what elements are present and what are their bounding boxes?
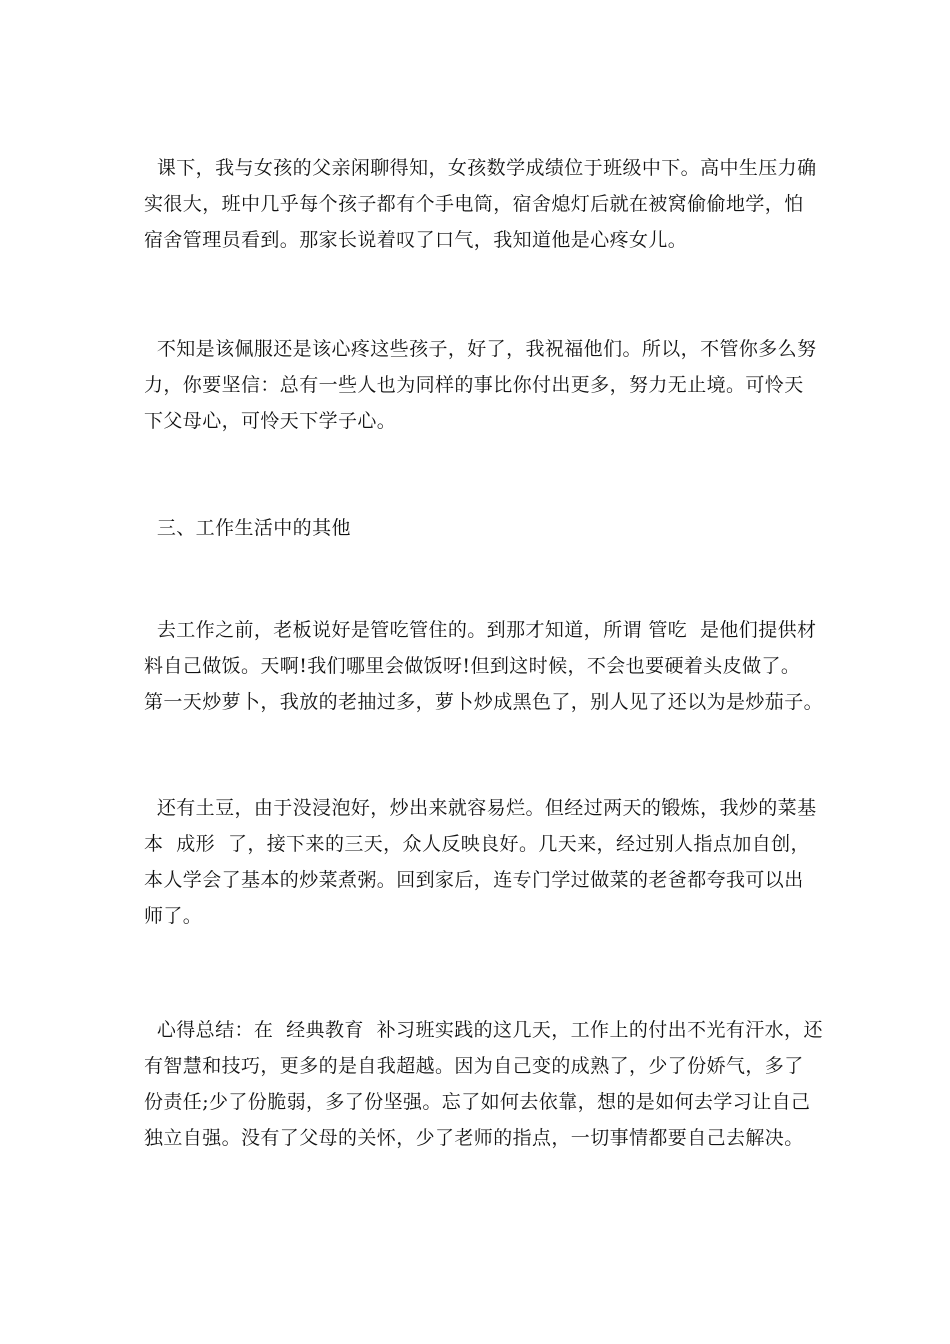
paragraph-admire-children (144, 331, 816, 439)
text-line: 本人学会了基本的炒菜煮粥。回到家后，连专门学过做菜的老爸都夸我可以出 (144, 869, 804, 891)
text-line: 课下，我与女孩的父亲闲聊得知，女孩数学成绩位于班级中下。高中生压力确 (144, 157, 817, 179)
text-line: 第一天炒萝卜，我放的老抽过多，萝卜炒成黑色了，别人见了还以为是炒茄子。 (144, 691, 824, 713)
paragraph-potatoes (144, 790, 816, 934)
text-line: 本 成形 了，接下来的三天，众人反映良好。几天来，经过别人指点加自创， (144, 833, 810, 855)
text-line: 独立自强。没有了父母的关怀，少了老师的指点，一切事情都要自己去解决。 (144, 1127, 804, 1149)
text-line: 份责任;少了份脆弱，多了份坚强。忘了如何去依靠，想的是如何去学习让自己 (144, 1091, 811, 1113)
paragraph-summary (144, 1012, 823, 1156)
text-line: 实很大，班中几乎每个孩子都有个手电筒，宿舍熄灯后就在被窝偷偷地学，怕 (144, 193, 804, 215)
text-line: 心得总结：在 经典教育 补习班实践的这几天，工作上的付出不光有汗水，还 (144, 1019, 823, 1041)
text-line: 师了。 (144, 905, 203, 927)
paragraph-father-conversation (144, 150, 816, 258)
text-line: 力，你要坚信：总有一些人也为同样的事比你付出更多，努力无止境。可怜天 (144, 374, 804, 396)
section-heading (144, 510, 816, 546)
heading-text: 三、工作生活中的其他 (144, 517, 351, 539)
text-line: 下父母心，可怜天下学子心。 (144, 410, 397, 432)
text-line: 还有土豆，由于没浸泡好，炒出来就容易烂。但经过两天的锻炼，我炒的菜基 (144, 797, 817, 819)
text-line: 不知是该佩服还是该心疼这些孩子，好了，我祝福他们。所以，不管你多么努 (144, 338, 817, 360)
text-line: 宿舍管理员看到。那家长说着叹了口气，我知道他是心疼女儿。 (144, 229, 688, 251)
text-line: 去工作之前，老板说好是管吃管住的。到那才知道，所谓 管吃 是他们提供材 (144, 619, 817, 641)
text-line: 料自己做饭。天啊!我们哪里会做饭呀!但到这时候，不会也要硬着头皮做了。 (144, 655, 801, 677)
paragraph-cooking-start (144, 612, 824, 720)
text-line: 有智慧和技巧，更多的是自我超越。因为自己变的成熟了，少了份娇气，多了 (144, 1055, 804, 1077)
